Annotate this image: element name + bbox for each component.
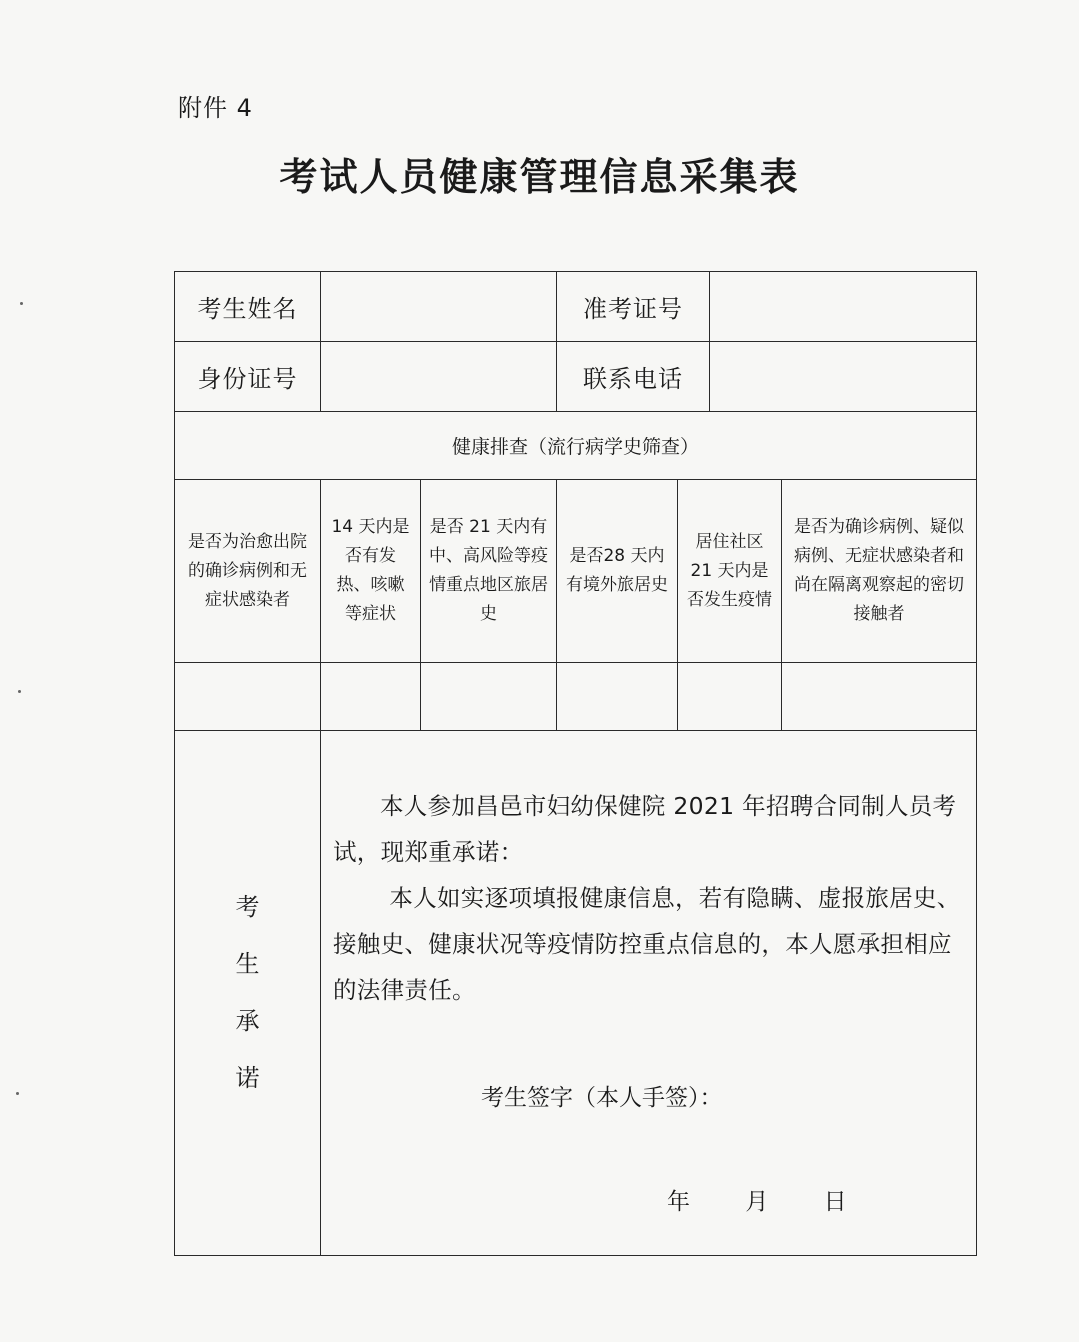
ticket-label: 准考证号 bbox=[557, 272, 710, 342]
question-cell: 是否为确诊病例、疑似病例、无症状感染者和尚在隔离观察起的密切接触者 bbox=[782, 480, 977, 663]
pledge-label-char: 生 bbox=[235, 950, 260, 978]
page-title: 考试人员健康管理信息采集表 bbox=[279, 154, 800, 199]
signature-field[interactable]: 考生签字（本人手签）： bbox=[481, 1085, 723, 1111]
answer-field[interactable] bbox=[321, 663, 421, 731]
id-label: 身份证号 bbox=[175, 342, 321, 412]
phone-label: 联系电话 bbox=[557, 342, 710, 412]
date-month: 月 bbox=[745, 1189, 769, 1215]
scan-dot bbox=[16, 1092, 19, 1095]
answer-field[interactable] bbox=[782, 663, 977, 731]
date-year: 年 bbox=[667, 1189, 690, 1215]
question-cell: 是否为治愈出院的确诊病例和无症状感染者 bbox=[175, 480, 321, 663]
phone-field[interactable] bbox=[710, 342, 977, 412]
question-cell: 是否28 天内有境外旅居史 bbox=[557, 480, 678, 663]
attachment-label: 附件 4 bbox=[178, 94, 253, 122]
pledge-label bbox=[175, 731, 321, 1256]
answer-field[interactable] bbox=[557, 663, 678, 731]
date-field[interactable] bbox=[667, 1183, 895, 1216]
answer-field[interactable] bbox=[421, 663, 557, 731]
answer-field[interactable] bbox=[175, 663, 321, 731]
section-title: 健康排查（流行病学史筛查） bbox=[175, 412, 977, 480]
question-cell: 居住社区 21 天内是否发生疫情 bbox=[678, 480, 782, 663]
question-cell: 是否 21 天内有中、高风险等疫情重点地区旅居史 bbox=[421, 480, 557, 663]
scan-dot bbox=[20, 302, 23, 305]
name-field[interactable] bbox=[321, 272, 557, 342]
pledge-paragraph: 本人参加昌邑市妇幼保健院 2021 年招聘合同制人员考试，现郑重承诺： bbox=[333, 792, 957, 866]
scan-dot bbox=[18, 690, 21, 693]
health-info-form bbox=[174, 271, 977, 1256]
pledge-label-char: 诺 bbox=[235, 1064, 260, 1092]
name-label: 考生姓名 bbox=[175, 272, 321, 342]
date-day: 日 bbox=[823, 1189, 847, 1215]
question-cell: 14 天内是否有发热、咳嗽等症状 bbox=[321, 480, 421, 663]
pledge-paragraph: 本人如实逐项填报健康信息，若有隐瞒、虚报旅居史、接触史、健康状况等疫情防控重点信息的，本人愿承担相应的法律责任。 bbox=[333, 884, 961, 1004]
ticket-field[interactable] bbox=[710, 272, 977, 342]
id-field[interactable] bbox=[321, 342, 557, 412]
pledge-label-char: 考 bbox=[235, 893, 260, 921]
pledge-body bbox=[321, 731, 977, 1256]
pledge-label-char: 承 bbox=[235, 1007, 260, 1035]
answer-field[interactable] bbox=[678, 663, 782, 731]
